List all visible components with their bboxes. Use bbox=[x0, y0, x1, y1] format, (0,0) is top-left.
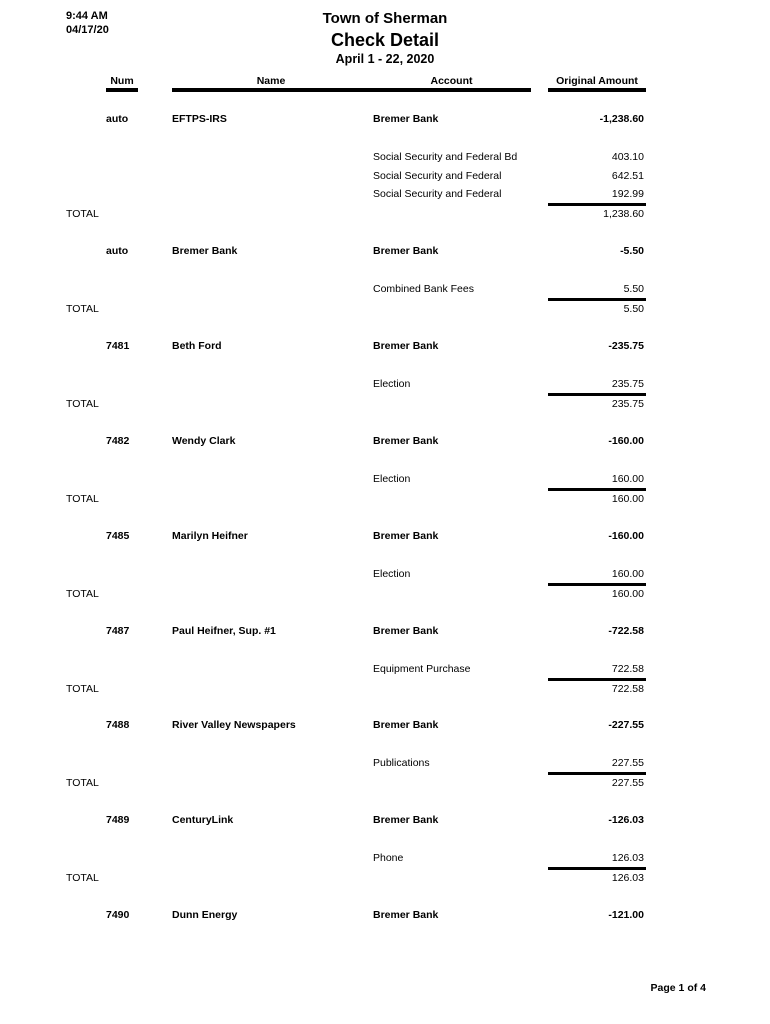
header-underline-num bbox=[106, 88, 138, 92]
total-amount: 722.58 bbox=[611, 683, 644, 695]
total-label: TOTAL bbox=[66, 303, 99, 315]
total-label: TOTAL bbox=[66, 493, 99, 505]
split-amount: 160.00 bbox=[611, 473, 644, 485]
bank-account: Bremer Bank bbox=[373, 245, 439, 257]
check-amount: -1,238.60 bbox=[599, 113, 644, 125]
company-name: Town of Sherman bbox=[322, 10, 448, 27]
split-account: Phone bbox=[373, 852, 404, 864]
total-label: TOTAL bbox=[66, 588, 99, 600]
check-num: 7489 bbox=[106, 814, 130, 826]
payee-name: River Valley Newspapers bbox=[172, 719, 296, 731]
check-amount: -126.03 bbox=[608, 814, 644, 826]
total-rule bbox=[548, 583, 646, 586]
total-rule bbox=[548, 678, 646, 681]
split-amount: 160.00 bbox=[611, 568, 644, 580]
check-num: 7490 bbox=[106, 909, 130, 921]
split-amount: 5.50 bbox=[623, 283, 644, 295]
payee-name: Wendy Clark bbox=[172, 435, 236, 447]
split-amount: 192.99 bbox=[611, 188, 644, 200]
page-number: Page 1 of 4 bbox=[650, 982, 706, 994]
total-label: TOTAL bbox=[66, 208, 99, 220]
col-header-amount: Original Amount bbox=[556, 75, 638, 87]
bank-account: Bremer Bank bbox=[373, 530, 439, 542]
payee-name: Beth Ford bbox=[172, 340, 222, 352]
report-time: 9:44 AM bbox=[66, 10, 108, 22]
total-rule bbox=[548, 203, 646, 206]
split-amount: 403.10 bbox=[611, 151, 644, 163]
report-period: April 1 - 22, 2020 bbox=[335, 52, 435, 66]
total-label: TOTAL bbox=[66, 683, 99, 695]
payee-name: CenturyLink bbox=[172, 814, 234, 826]
split-account: Equipment Purchase bbox=[373, 663, 471, 675]
check-num: 7488 bbox=[106, 719, 130, 731]
check-amount: -235.75 bbox=[608, 340, 644, 352]
payee-name: Marilyn Heifner bbox=[172, 530, 248, 542]
split-account: Social Security and Federal Bd bbox=[373, 151, 518, 163]
split-amount: 227.55 bbox=[611, 757, 644, 769]
check-amount: -5.50 bbox=[620, 245, 644, 257]
total-amount: 227.55 bbox=[611, 777, 644, 789]
check-amount: -121.00 bbox=[608, 909, 644, 921]
check-amount: -722.58 bbox=[608, 625, 644, 637]
check-amount: -160.00 bbox=[608, 435, 644, 447]
total-amount: 1,238.60 bbox=[603, 208, 644, 220]
total-label: TOTAL bbox=[66, 872, 99, 884]
total-label: TOTAL bbox=[66, 777, 99, 789]
total-amount: 160.00 bbox=[611, 588, 644, 600]
split-amount: 235.75 bbox=[611, 378, 644, 390]
bank-account: Bremer Bank bbox=[373, 113, 439, 125]
total-rule bbox=[548, 772, 646, 775]
check-amount: -160.00 bbox=[608, 530, 644, 542]
payee-name: Bremer Bank bbox=[172, 245, 238, 257]
bank-account: Bremer Bank bbox=[373, 340, 439, 352]
bank-account: Bremer Bank bbox=[373, 719, 439, 731]
check-num: auto bbox=[106, 113, 129, 125]
split-account: Combined Bank Fees bbox=[373, 283, 474, 295]
total-amount: 126.03 bbox=[611, 872, 644, 884]
col-header-name: Name bbox=[256, 75, 286, 87]
check-num: 7481 bbox=[106, 340, 130, 352]
check-num: 7485 bbox=[106, 530, 130, 542]
total-rule bbox=[548, 867, 646, 870]
split-account: Social Security and Federal bbox=[373, 170, 502, 182]
payee-name: Paul Heifner, Sup. #1 bbox=[172, 625, 276, 637]
report-date: 04/17/20 bbox=[66, 24, 109, 36]
total-amount: 235.75 bbox=[611, 398, 644, 410]
total-amount: 5.50 bbox=[623, 303, 644, 315]
col-header-num: Num bbox=[110, 75, 134, 87]
total-rule bbox=[548, 393, 646, 396]
check-num: 7487 bbox=[106, 625, 130, 637]
col-header-account: Account bbox=[430, 75, 473, 87]
check-num: 7482 bbox=[106, 435, 130, 447]
check-amount: -227.55 bbox=[608, 719, 644, 731]
bank-account: Bremer Bank bbox=[373, 625, 439, 637]
bank-account: Bremer Bank bbox=[373, 814, 439, 826]
total-rule bbox=[548, 298, 646, 301]
split-account: Election bbox=[373, 473, 411, 485]
bank-account: Bremer Bank bbox=[373, 909, 439, 921]
total-rule bbox=[548, 488, 646, 491]
header-underline-name-account bbox=[172, 88, 531, 92]
split-account: Election bbox=[373, 378, 411, 390]
check-num: auto bbox=[106, 245, 129, 257]
split-account: Publications bbox=[373, 757, 430, 769]
total-amount: 160.00 bbox=[611, 493, 644, 505]
payee-name: EFTPS-IRS bbox=[172, 113, 227, 125]
split-amount: 722.58 bbox=[611, 663, 644, 675]
payee-name: Dunn Energy bbox=[172, 909, 238, 921]
split-account: Social Security and Federal bbox=[373, 188, 502, 200]
split-account: Election bbox=[373, 568, 411, 580]
total-label: TOTAL bbox=[66, 398, 99, 410]
header-underline-amount bbox=[548, 88, 646, 92]
report-title: Check Detail bbox=[330, 30, 440, 50]
split-amount: 126.03 bbox=[611, 852, 644, 864]
split-amount: 642.51 bbox=[611, 170, 644, 182]
bank-account: Bremer Bank bbox=[373, 435, 439, 447]
